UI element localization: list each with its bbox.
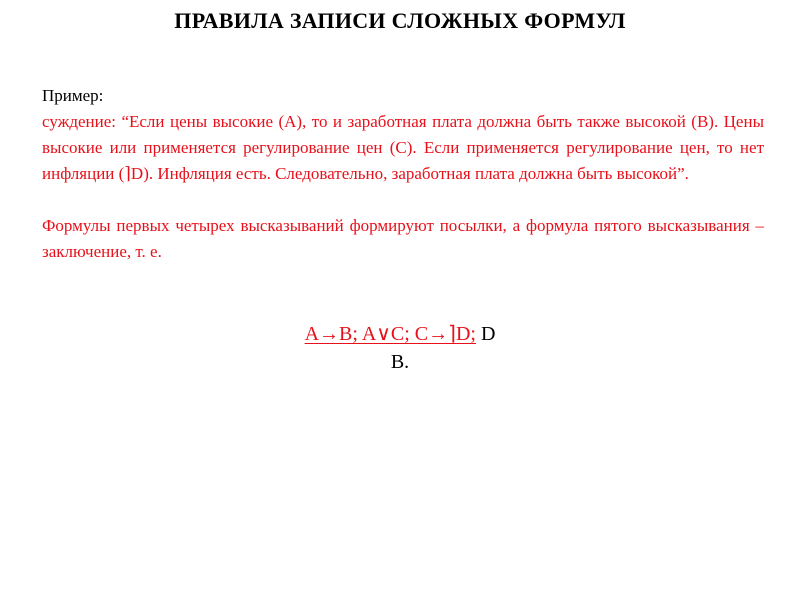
- formula-premises-line: [0, 320, 800, 348]
- content-area: [42, 83, 764, 265]
- example-paragraph: суждение: “Если цены высокие (A), то и заработная плата должна быть также высокой (B). Цены высокие или применяется регулирование цен (C). Если применяется регулирование цен, то нет инфляции (⌉D). Инфляция есть. Следовательно, заработная плата должна быть высокой”.: [42, 112, 764, 183]
- formula-premises: A→B; A∨C; C→⌉D;: [304, 323, 476, 345]
- formula-block: [0, 320, 800, 376]
- slide-title: ПРАВИЛА ЗАПИСИ СЛОЖНЫХ ФОРМУЛ: [174, 8, 626, 33]
- formula-conclusion: B.: [390, 351, 410, 373]
- formula-last-premise: D: [475, 323, 496, 345]
- example-label: Пример:: [42, 86, 104, 105]
- explanation-paragraph: Формулы первых четырех высказываний формируют посылки, а формула пятого высказывания – заключение, т. е.: [42, 216, 764, 261]
